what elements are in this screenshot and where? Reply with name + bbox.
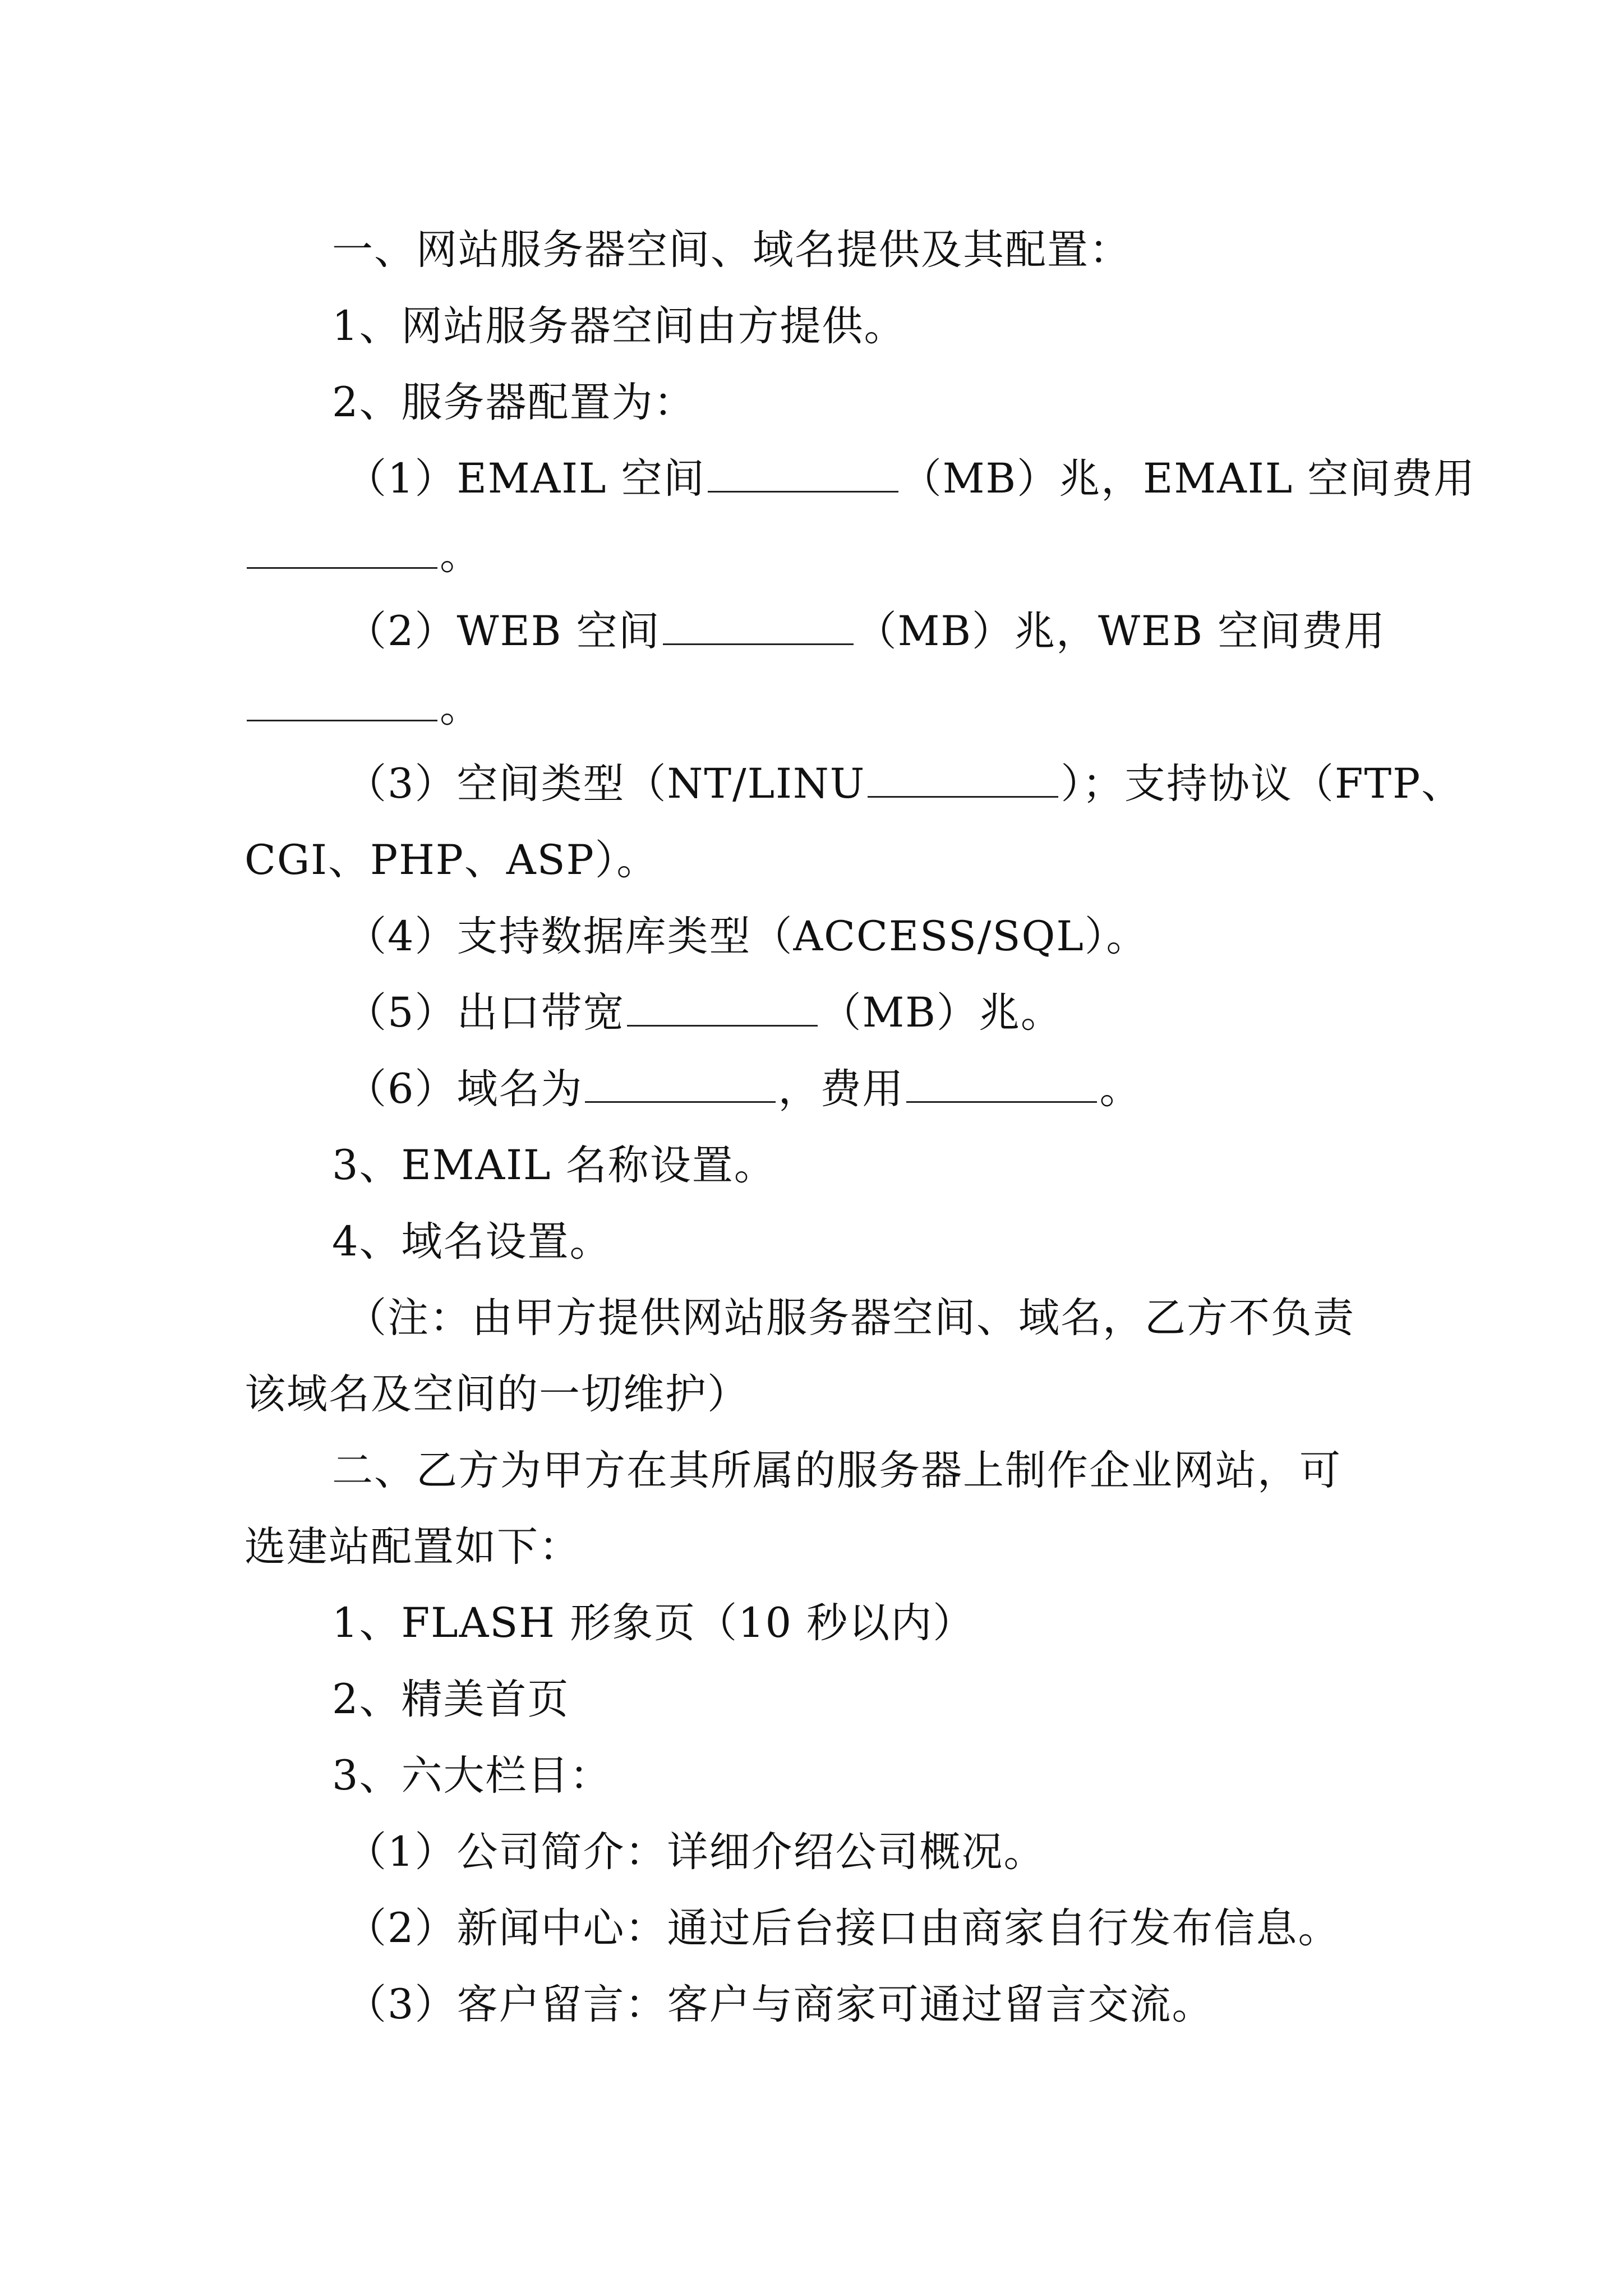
document-body xyxy=(245,212,1476,2043)
web-space-fee-label: （MB）兆，WEB 空间费用 xyxy=(855,608,1386,655)
section-2-title-1: 二、乙方为甲方在其所属的服务器上制作企业网站，可 xyxy=(332,1447,1341,1494)
web-fee-period: 。 xyxy=(440,684,482,731)
domain-period: 。 xyxy=(1099,1065,1142,1113)
space-type-label: （3）空间类型（NT/LINU xyxy=(345,760,866,808)
database-type-line: （4）支持数据库类型（ACCESS/SQL）。 xyxy=(345,913,1149,960)
email-fee-period: 。 xyxy=(440,531,482,579)
protocol-label: ）；支持协议（FTP、 xyxy=(1061,760,1464,808)
bandwidth-line xyxy=(245,975,1380,1051)
domain-line xyxy=(245,1051,1380,1128)
web-space-line xyxy=(245,593,1386,670)
bandwidth-blank xyxy=(627,991,818,1027)
space-type-blank xyxy=(868,762,1058,798)
web-space-label: （2）WEB 空间 xyxy=(345,608,661,655)
section-1-item-2: 2、服务器配置为： xyxy=(332,379,696,426)
email-space-blank xyxy=(708,457,898,493)
web-space-blank xyxy=(663,610,854,645)
domain-label: （6）域名为 xyxy=(345,1065,583,1113)
section-1-title: 一、网站服务器空间、域名提供及其配置： xyxy=(332,226,1131,274)
domain-blank xyxy=(585,1068,776,1103)
section-2-sub-2: （2）新闻中心：通过后台接口由商家自行发布信息。 xyxy=(345,1904,1340,1952)
section-2-item-1: 1、FLASH 形象页（10 秒以内） xyxy=(332,1599,975,1647)
section-2-sub-3: （3）客户留言：客户与商家可通过留言交流。 xyxy=(345,1981,1214,2028)
domain-fee-label: ，费用 xyxy=(778,1065,905,1113)
domain-fee-blank xyxy=(906,1068,1097,1103)
email-fee-line xyxy=(245,517,1380,593)
email-space-fee-label: （MB）兆，EMAIL 空间费用 xyxy=(900,455,1476,503)
email-space-line xyxy=(245,441,1476,517)
section-1-item-3: 3、EMAIL 名称设置。 xyxy=(332,1142,776,1189)
section-2-item-2: 2、精美首页 xyxy=(332,1676,570,1723)
section-2-item-3: 3、六大栏目： xyxy=(332,1752,612,1800)
bandwidth-unit: （MB）兆。 xyxy=(820,989,1063,1037)
email-fee-blank xyxy=(247,533,437,569)
note-line-1: （注：由甲方提供网站服务器空间、域名，乙方不负责 xyxy=(345,1294,1355,1342)
web-fee-blank xyxy=(247,686,437,721)
email-space-label: （1）EMAIL 空间 xyxy=(345,455,706,503)
section-2-title-2: 选建站配置如下： xyxy=(245,1523,581,1571)
section-1-item-4: 4、域名设置。 xyxy=(332,1218,612,1266)
web-fee-line xyxy=(245,670,1380,746)
protocol-continuation: CGI、PHP、ASP）。 xyxy=(245,836,659,884)
note-line-2: 该域名及空间的一切维护） xyxy=(245,1370,749,1418)
section-1-item-1: 1、网站服务器空间由方提供。 xyxy=(332,302,906,350)
section-2-sub-1: （1）公司简介：详细介绍公司概况。 xyxy=(345,1828,1046,1876)
bandwidth-label: （5）出口带宽 xyxy=(345,989,625,1037)
space-type-line xyxy=(245,746,1464,822)
